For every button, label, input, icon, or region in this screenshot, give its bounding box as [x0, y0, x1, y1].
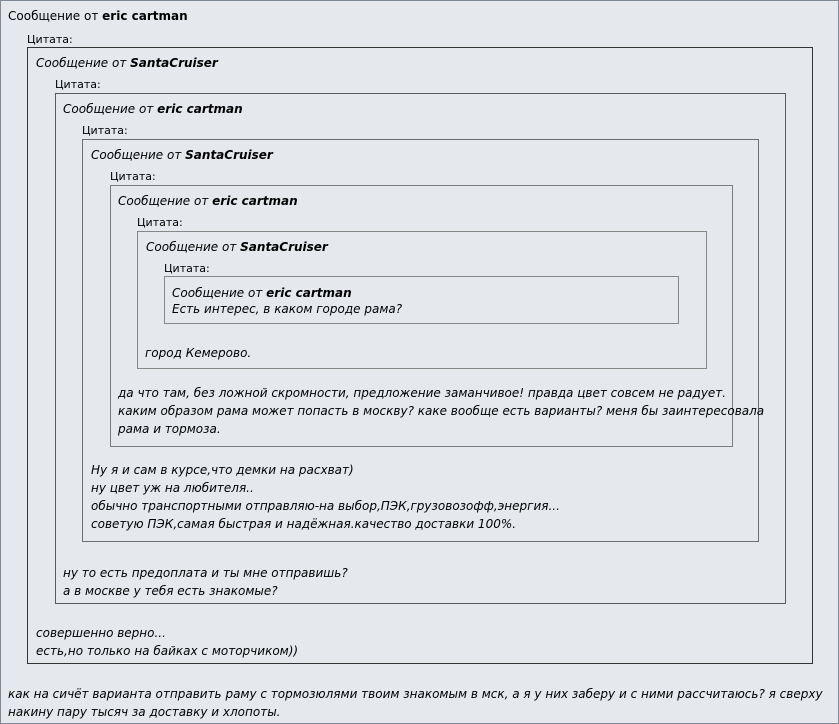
quote-title [146, 240, 328, 255]
quote-label: Цитата: [82, 124, 128, 137]
quote-line: советую ПЭК,самая быстрая и надёжная.качество доставки 100%. [91, 517, 517, 531]
quote-label: Цитата: [110, 170, 156, 183]
quote-line: рама и тормоза. [118, 422, 221, 436]
quote-line: город Кемерово. [145, 346, 252, 360]
quote-box-level-4 [110, 185, 765, 447]
quote-line: да что там, без ложной скромности, предложение заманчивое! правда цвет совсем не радует. [118, 386, 727, 400]
quote-box-level-5 [137, 231, 707, 369]
quote-author[interactable]: SantaCruiser [240, 240, 328, 254]
quote-title-prefix: Сообщение от [146, 240, 237, 254]
quote-author[interactable]: SantaCruiser [185, 148, 273, 162]
quote-box-level-2 [55, 93, 786, 604]
quote-author[interactable]: eric cartman [157, 102, 243, 116]
quote-line: есть,но только на байках с моторчиком)) [36, 644, 299, 658]
quote-label: Цитата: [137, 216, 183, 229]
quote-label: Цитата: [164, 262, 210, 275]
quote-line: Есть интерес, в каком городе рама? [172, 302, 403, 316]
quote-box-level-3 [82, 139, 765, 542]
quote-line: ну цвет уж на любителя.. [91, 481, 254, 495]
quote-title-prefix: Сообщение от [91, 148, 182, 162]
quote-line: Ну я и сам в курсе,что демки на расхват) [91, 463, 354, 477]
quote-title-prefix: Сообщение от [63, 102, 154, 116]
quote-line: каким образом рама может попасть в москву? каке вообще есть варианты? меня бы заинтересовала [118, 404, 765, 418]
quote-author[interactable]: eric cartman [212, 194, 298, 208]
quote-author[interactable]: SantaCruiser [130, 56, 218, 70]
post-body: как на сичёт варианта отправить раму с тормозюлями твоим знакомым в мск, а я у них заберу и с ними рассчитаюсь? я сверху накину пару тысяч за доставку и хлопоты. [8, 687, 823, 719]
post-author[interactable]: eric cartman [102, 9, 188, 23]
quote-text [63, 564, 348, 600]
post-header [8, 9, 188, 23]
quote-text [145, 344, 251, 362]
quote-title [118, 194, 298, 209]
quote-line: обычно транспортными отправляю-на выбор,ПЭК,грузовозофф,энергия... [91, 499, 560, 513]
quote-text [36, 624, 298, 660]
quote-title [63, 102, 243, 117]
quote-title [91, 148, 273, 163]
quote-box-level-1 [27, 47, 813, 664]
quote-title [36, 56, 218, 71]
quote-title [172, 286, 352, 301]
quote-line: совершенно верно... [36, 626, 166, 640]
quote-title-prefix: Сообщение от [36, 56, 127, 70]
quote-text [118, 384, 764, 438]
quote-label: Цитата: [55, 78, 101, 91]
quote-label: Цитата: [27, 33, 73, 46]
quote-line: ну то есть предоплата и ты мне отправишь? [63, 566, 348, 580]
quote-text [91, 461, 560, 533]
quote-title-prefix: Сообщение от [172, 286, 263, 300]
quote-line: а в москве у тебя есть знакомые? [63, 584, 278, 598]
quote-author[interactable]: eric cartman [266, 286, 352, 300]
quote-text [172, 300, 402, 318]
quote-title-prefix: Сообщение от [118, 194, 209, 208]
quote-box-level-6 [164, 276, 679, 324]
post-header-prefix: Сообщение от [8, 9, 99, 23]
